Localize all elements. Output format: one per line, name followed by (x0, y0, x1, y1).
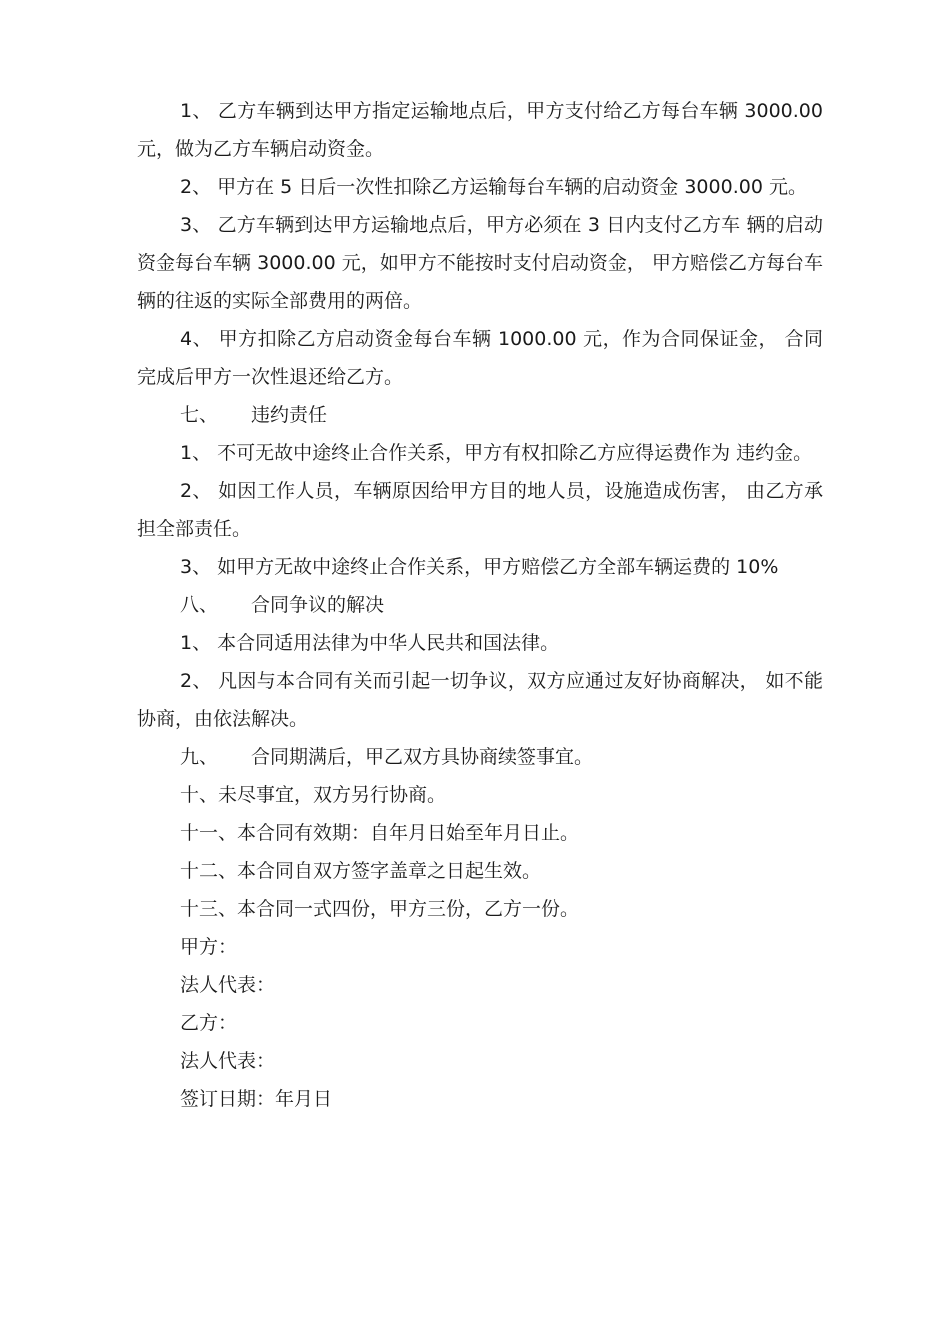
sign-date-label: 签订日期：年月日 (180, 1088, 333, 1110)
section-12: 十二、本合同自双方签字盖章之日起生效。 (180, 860, 542, 882)
section-9-number: 九、 (180, 746, 219, 768)
section-10: 十、未尽事宜，双方另行协商。 (180, 784, 447, 806)
party-b-representative-label: 法人代表： (180, 1050, 276, 1072)
startup-item-3: 3、 乙方车辆到达甲方运输地点后，甲方必须在 3 日内支付乙方车 辆的启动资金每台车辆 3000.00 元，如甲方不能按时支付启动资金， 甲方赔偿乙方每台车辆的往返的实际全部费用的两倍。 (137, 214, 823, 312)
section-9-title: 合同期满后，甲乙双方具协商续签事宜。 (251, 746, 594, 768)
section-7-number: 七、 (180, 404, 219, 426)
section-8-number: 八、 (180, 594, 219, 616)
section-7-heading (137, 396, 823, 434)
startup-item-4: 4、 甲方扣除乙方启动资金每台车辆 1000.00 元，作为合同保证金， 合同完成后甲方一次性退还给乙方。 (137, 328, 823, 388)
section-13: 十三、本合同一式四份，甲方三份，乙方一份。 (180, 898, 580, 920)
section-9-heading (137, 738, 823, 776)
section-8-item-1: 1、 本合同适用法律为中华人民共和国法律。 (180, 632, 560, 654)
section-7-item-2: 2、 如因工作人员，车辆原因给甲方目的地人员，设施造成伤害， 由乙方承担全部责任。 (137, 480, 823, 540)
party-b-label: 乙方： (180, 1012, 238, 1034)
party-a-label: 甲方： (180, 936, 238, 958)
contract-page (137, 92, 823, 1118)
startup-item-2: 2、 甲方在 5 日后一次性扣除乙方运输每台车辆的启动资金 3000.00 元。 (180, 176, 807, 198)
section-8-heading (137, 586, 823, 624)
section-7-item-3: 3、 如甲方无故中途终止合作关系，甲方赔偿乙方全部车辆运费的 10% (180, 556, 779, 578)
section-8-title: 合同争议的解决 (251, 594, 385, 616)
section-7-title: 违约责任 (251, 404, 328, 426)
party-a-representative-label: 法人代表： (180, 974, 276, 996)
startup-item-1: 1、 乙方车辆到达甲方指定运输地点后，甲方支付给乙方每台车辆 3000.00 元，做为乙方车辆启动资金。 (137, 100, 823, 160)
section-11: 十一、本合同有效期：自年月日始至年月日止。 (180, 822, 580, 844)
section-8-item-2: 2、 凡因与本合同有关而引起一切争议，双方应通过友好协商解决， 如不能协商，由依法解决。 (137, 670, 823, 730)
section-7-item-1: 1、 不可无故中途终止合作关系，甲方有权扣除乙方应得运费作为 违约金。 (180, 442, 813, 464)
